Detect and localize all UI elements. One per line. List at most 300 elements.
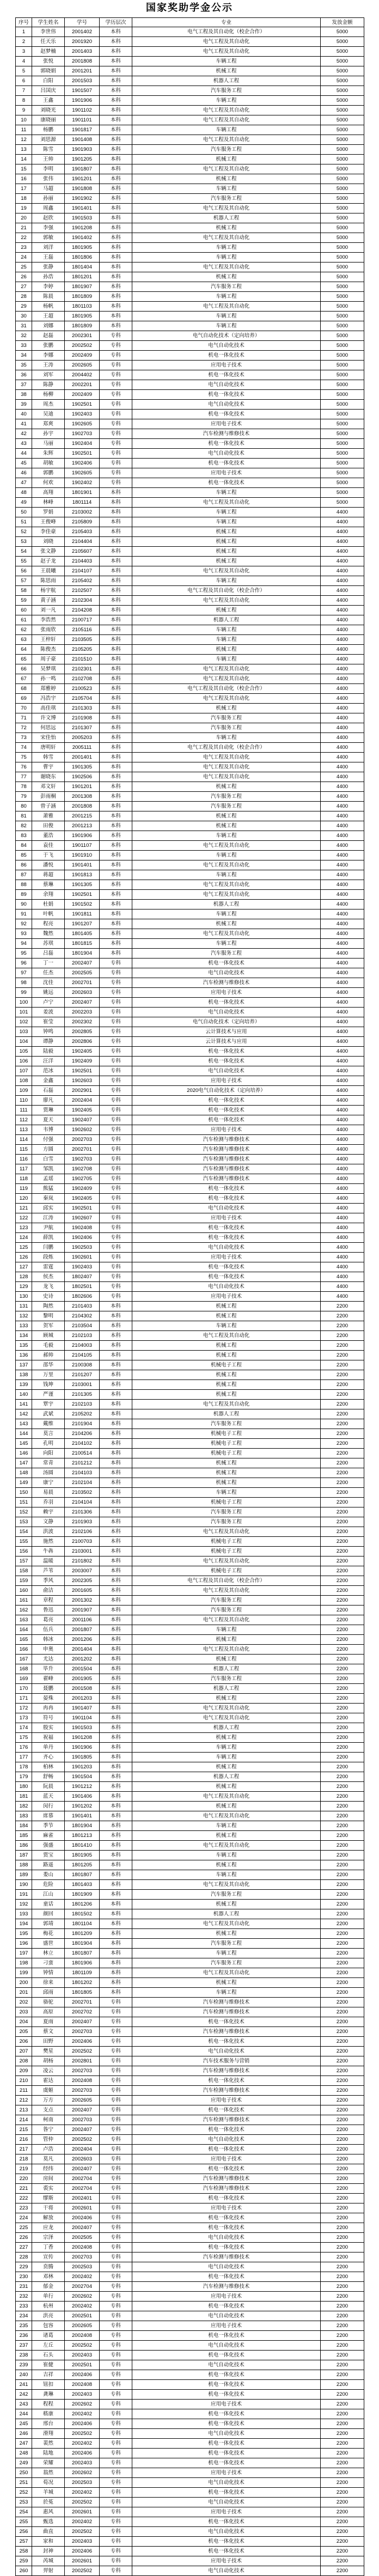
cell-education-level: 专科 <box>100 2507 132 2517</box>
cell-student-name: 石头 <box>32 2351 65 2360</box>
cell-index: 138 <box>16 1370 32 1380</box>
cell-student-name: 邱实 <box>32 1204 65 1213</box>
cell-major: 电气自动化技术 <box>132 1204 321 1213</box>
cell-major: 汽车服务工程 <box>132 1596 321 1606</box>
cell-education-level: 本科 <box>100 1400 132 1409</box>
cell-education-level: 本科 <box>100 1645 132 1655</box>
cell-student-id: 2005111 <box>65 743 100 753</box>
cell-index: 93 <box>16 929 32 939</box>
cell-student-id: 2101307 <box>65 723 100 733</box>
table-row <box>16 645 364 655</box>
cell-major: 应用电子技术 <box>132 988 321 998</box>
cell-amount: 4400 <box>321 919 364 929</box>
cell-amount: 2200 <box>321 1713 364 1723</box>
cell-amount: 4400 <box>321 870 364 880</box>
cell-education-level: 专科 <box>100 2556 132 2566</box>
cell-amount: 2200 <box>321 2547 364 2556</box>
cell-index: 260 <box>16 2566 32 2576</box>
cell-student-name: 张文静 <box>32 547 65 557</box>
cell-major: 机电一体化技术 <box>132 459 321 468</box>
cell-major: 电气自动化技术 <box>132 2311 321 2321</box>
cell-education-level: 本科 <box>100 1311 132 1321</box>
cell-index: 188 <box>16 1860 32 1870</box>
cell-student-name: 任杰 <box>32 968 65 978</box>
cell-amount: 2200 <box>321 2566 364 2576</box>
table-row <box>16 1429 364 1439</box>
cell-student-id: 1901402 <box>65 233 100 243</box>
cell-student-id: 1902404 <box>65 439 100 449</box>
cell-education-level: 本科 <box>100 900 132 909</box>
cell-major: 机械工程 <box>132 1978 321 1988</box>
cell-student-id: 2002601 <box>65 2507 100 2517</box>
cell-major: 车辆工程 <box>132 312 321 321</box>
cell-amount: 5000 <box>321 106 364 115</box>
cell-education-level: 专科 <box>100 2311 132 2321</box>
cell-education-level: 专科 <box>100 2370 132 2380</box>
cell-major: 机械工程 <box>132 537 321 547</box>
table-row <box>16 1527 364 1537</box>
cell-index: 39 <box>16 400 32 410</box>
cell-amount: 4400 <box>321 674 364 684</box>
cell-student-id: 2105809 <box>65 517 100 527</box>
cell-education-level: 本科 <box>100 1331 132 1341</box>
cell-index: 12 <box>16 135 32 145</box>
cell-student-id: 2001605 <box>65 1586 100 1596</box>
cell-education-level: 本科 <box>100 1615 132 1625</box>
cell-student-id: 2002605 <box>65 2096 100 2105</box>
cell-major: 机械工程 <box>132 1341 321 1351</box>
cell-student-id: 1901202 <box>65 1802 100 1811</box>
cell-education-level: 专科 <box>100 2243 132 2253</box>
cell-amount: 2200 <box>321 1655 364 1664</box>
cell-student-id: 2002502 <box>65 2047 100 2056</box>
cell-student-id: 1902409 <box>65 1184 100 1194</box>
cell-major: 车辆工程 <box>132 243 321 253</box>
cell-amount: 4400 <box>321 1155 364 1164</box>
table-row <box>16 1811 364 1821</box>
table-row <box>16 86 364 96</box>
cell-student-id: 1902703 <box>65 1155 100 1164</box>
cell-student-id: 2002407 <box>65 2125 100 2135</box>
cell-major: 电气工程及其自动化 <box>132 164 321 174</box>
cell-major: 机电一体化技术 <box>132 2243 321 2253</box>
cell-student-name: 郭靖 <box>32 1919 65 1929</box>
table-row <box>16 1282 364 1292</box>
cell-student-name: 朱辉 <box>32 449 65 459</box>
cell-student-id: 1901408 <box>65 135 100 145</box>
cell-student-name: 唐明轩 <box>32 743 65 753</box>
cell-index: 74 <box>16 743 32 753</box>
cell-student-id: 1801905 <box>65 243 100 253</box>
cell-education-level: 专科 <box>100 2390 132 2400</box>
cell-major: 电气自动化技术 <box>132 400 321 410</box>
cell-major: 电气工程及其自动化 <box>132 106 321 115</box>
cell-student-id: 1801404 <box>65 263 100 272</box>
cell-index: 55 <box>16 557 32 566</box>
cell-amount: 2200 <box>321 2478 364 2488</box>
cell-education-level: 本科 <box>100 949 132 959</box>
cell-education-level: 本科 <box>100 145 132 155</box>
table-row <box>16 1155 364 1164</box>
cell-amount: 4400 <box>321 1027 364 1037</box>
cell-index: 30 <box>16 312 32 321</box>
cell-student-id: 1901101 <box>65 115 100 125</box>
cell-index: 147 <box>16 1458 32 1468</box>
cell-major: 机电一体化技术 <box>132 2449 321 2458</box>
cell-major: 电气工程及其自动化（校企合作） <box>132 684 321 694</box>
cell-amount: 4400 <box>321 1115 364 1125</box>
cell-student-name: 袁佳 <box>32 841 65 851</box>
cell-education-level: 专科 <box>100 2135 132 2145</box>
cell-student-id: 2002503 <box>65 2478 100 2488</box>
cell-education-level: 专科 <box>100 2478 132 2488</box>
cell-amount: 2200 <box>321 1753 364 1762</box>
cell-major: 机械工程 <box>132 1802 321 1811</box>
cell-student-name: 邹凯 <box>32 1164 65 1174</box>
cell-index: 164 <box>16 1625 32 1635</box>
cell-student-name: 陈静 <box>32 380 65 390</box>
cell-student-name: 骆驼 <box>32 1998 65 2007</box>
cell-education-level: 本科 <box>100 1507 132 1517</box>
cell-student-name: 季风 <box>32 1576 65 1586</box>
cell-student-id: 1901104 <box>65 1713 100 1723</box>
cell-student-id: 2001202 <box>65 1655 100 1664</box>
cell-index: 6 <box>16 76 32 86</box>
cell-education-level: 专科 <box>100 2007 132 2017</box>
cell-student-name: 马超 <box>32 184 65 194</box>
cell-education-level: 本科 <box>100 890 132 900</box>
table-row <box>16 2370 364 2380</box>
cell-education-level: 专科 <box>100 2488 132 2498</box>
cell-education-level: 本科 <box>100 517 132 527</box>
cell-amount: 5000 <box>321 243 364 253</box>
cell-amount: 2200 <box>321 1919 364 1929</box>
table-row <box>16 762 364 772</box>
cell-amount: 2200 <box>321 1527 364 1537</box>
cell-index: 82 <box>16 821 32 831</box>
cell-student-id: 1801809 <box>65 321 100 331</box>
cell-student-name: 葛亮 <box>32 1615 65 1625</box>
cell-student-name: 舒畅 <box>32 1772 65 1782</box>
cell-student-id: 1801114 <box>65 498 100 508</box>
cell-major: 车辆工程 <box>132 1321 321 1331</box>
cell-amount: 4400 <box>321 517 364 527</box>
cell-student-id: 2104206 <box>65 1429 100 1439</box>
cell-education-level: 本科 <box>100 664 132 674</box>
cell-education-level: 专科 <box>100 2527 132 2537</box>
table-row <box>16 1890 364 1900</box>
table-row <box>16 841 364 851</box>
cell-index: 59 <box>16 596 32 606</box>
cell-student-id: 1901201 <box>65 174 100 184</box>
cell-student-name: 曾子涵 <box>32 802 65 811</box>
cell-student-id: 2002502 <box>65 2498 100 2507</box>
table-row <box>16 419 364 429</box>
table-row <box>16 2321 364 2331</box>
cell-education-level: 专科 <box>100 2409 132 2419</box>
cell-index: 76 <box>16 762 32 772</box>
cell-education-level: 专科 <box>100 1194 132 1204</box>
cell-amount: 2200 <box>321 1586 364 1596</box>
cell-education-level: 专科 <box>100 2164 132 2174</box>
cell-student-name: 曹宇 <box>32 762 65 772</box>
cell-student-id: 2001302 <box>65 1596 100 1606</box>
cell-student-name: 吉祥 <box>32 2370 65 2380</box>
cell-education-level: 专科 <box>100 1115 132 1125</box>
cell-student-name: 易晨 <box>32 1488 65 1498</box>
cell-amount: 2200 <box>321 2292 364 2302</box>
cell-index: 28 <box>16 292 32 302</box>
cell-student-id: 1902405 <box>65 1194 100 1204</box>
cell-student-name: 董浩 <box>32 831 65 841</box>
cell-student-id: 2002403 <box>65 2351 100 2360</box>
cell-major: 汽车检测与维修技术 <box>132 2184 321 2194</box>
cell-student-name: 杨鹏 <box>32 125 65 135</box>
cell-education-level: 本科 <box>100 312 132 321</box>
table-row <box>16 537 364 547</box>
cell-education-level: 本科 <box>100 851 132 860</box>
cell-index: 225 <box>16 2223 32 2233</box>
cell-index: 53 <box>16 537 32 547</box>
cell-major: 机械工程 <box>132 155 321 164</box>
cell-student-name: 孙宇 <box>32 429 65 439</box>
cell-student-name: 洪波 <box>32 1527 65 1537</box>
cell-amount: 2200 <box>321 2380 364 2390</box>
cell-index: 115 <box>16 1145 32 1155</box>
cell-major: 机械工程 <box>132 1860 321 1870</box>
cell-student-name: 魏然 <box>32 929 65 939</box>
table-row <box>16 223 364 233</box>
cell-student-name: 范冰 <box>32 1066 65 1076</box>
table-row <box>16 2253 364 2262</box>
cell-major: 机电一体化技术 <box>132 1272 321 1282</box>
cell-major: 机电一体化技术 <box>132 1106 321 1115</box>
cell-amount: 5000 <box>321 410 364 419</box>
cell-student-id: 1902708 <box>65 1164 100 1174</box>
cell-student-name: 赵子龙 <box>32 557 65 566</box>
cell-amount: 4400 <box>321 792 364 802</box>
table-row <box>16 1949 364 1958</box>
cell-major: 汽车检测与维修技术 <box>132 2066 321 2076</box>
cell-index: 133 <box>16 1321 32 1331</box>
cell-index: 205 <box>16 2027 32 2037</box>
cell-major: 车辆工程 <box>132 508 321 517</box>
cell-student-id: 1801410 <box>65 1841 100 1851</box>
cell-education-level: 专科 <box>100 380 132 390</box>
cell-student-id: 2002406 <box>65 2449 100 2458</box>
table-row <box>16 1507 364 1517</box>
cell-education-level: 本科 <box>100 1537 132 1547</box>
cell-amount: 5000 <box>321 47 364 57</box>
cell-student-id: 2002408 <box>65 2243 100 2253</box>
table-row <box>16 1655 364 1664</box>
cell-major: 电气工程及其自动化 <box>132 1556 321 1566</box>
cell-student-name: 刘洋 <box>32 243 65 253</box>
cell-index: 37 <box>16 380 32 390</box>
cell-index: 80 <box>16 802 32 811</box>
cell-student-id: 2002901 <box>65 1086 100 1096</box>
cell-student-id: 2002602 <box>65 2400 100 2409</box>
table-row <box>16 2184 364 2194</box>
cell-student-name: 周杰 <box>32 400 65 410</box>
cell-student-id: 2101802 <box>65 1556 100 1566</box>
table-row <box>16 1566 364 1576</box>
cell-amount: 2200 <box>321 2027 364 2037</box>
cell-student-id: 1901305 <box>65 762 100 772</box>
cell-amount: 5000 <box>321 302 364 312</box>
cell-index: 121 <box>16 1204 32 1213</box>
cell-amount: 2200 <box>321 2076 364 2086</box>
cell-student-name: 孙丽 <box>32 194 65 204</box>
cell-amount: 5000 <box>321 204 364 213</box>
cell-student-id: 2001503 <box>65 76 100 86</box>
cell-education-level: 专科 <box>100 351 132 361</box>
cell-major: 汽车检测与维修技术 <box>132 1998 321 2007</box>
cell-student-name: 钟情 <box>32 1968 65 1978</box>
cell-major: 机电一体化技术 <box>132 478 321 488</box>
table-row <box>16 1302 364 1311</box>
cell-index: 248 <box>16 2449 32 2458</box>
cell-student-name: 付强 <box>32 1135 65 1145</box>
cell-student-id: 2100523 <box>65 684 100 694</box>
cell-amount: 4400 <box>321 1272 364 1282</box>
cell-student-id: 2001201 <box>65 66 100 76</box>
cell-amount: 4400 <box>321 860 364 870</box>
table-body <box>16 27 364 2576</box>
cell-student-id: 2104103 <box>65 1468 100 1478</box>
cell-index: 63 <box>16 635 32 645</box>
table-row <box>16 547 364 557</box>
table-row <box>16 1635 364 1645</box>
table-row <box>16 1341 364 1351</box>
cell-education-level: 本科 <box>100 880 132 890</box>
table-row <box>16 2498 364 2507</box>
table-row <box>16 1449 364 1458</box>
cell-education-level: 专科 <box>100 331 132 341</box>
cell-index: 44 <box>16 449 32 459</box>
cell-amount: 2200 <box>321 1498 364 1507</box>
cell-student-name: 彭雨桐 <box>32 792 65 802</box>
cell-education-level: 本科 <box>100 1370 132 1380</box>
cell-major: 车辆工程 <box>132 57 321 66</box>
cell-amount: 2200 <box>321 2390 364 2400</box>
cell-student-id: 2103504 <box>65 1321 100 1331</box>
table-row <box>16 27 364 37</box>
cell-amount: 2200 <box>321 2488 364 2498</box>
cell-amount: 2200 <box>321 2154 364 2164</box>
cell-education-level: 本科 <box>100 655 132 664</box>
cell-education-level: 专科 <box>100 2017 132 2027</box>
cell-amount: 4400 <box>321 753 364 762</box>
cell-student-id: 2002502 <box>65 341 100 351</box>
cell-student-id: 2001808 <box>65 57 100 66</box>
cell-student-name: 嵇康 <box>32 2409 65 2419</box>
cell-student-id: 1902506 <box>65 772 100 782</box>
cell-student-id: 2002406 <box>65 2213 100 2223</box>
cell-major: 机电一体化技术 <box>132 2272 321 2282</box>
cell-education-level: 专科 <box>100 2145 132 2154</box>
table-row <box>16 1331 364 1341</box>
cell-student-name: 芦苇 <box>32 1566 65 1576</box>
cell-amount: 4400 <box>321 929 364 939</box>
table-row <box>16 1057 364 1066</box>
cell-student-name: 羊城 <box>32 2488 65 2498</box>
cell-amount: 2200 <box>321 2213 364 2223</box>
cell-amount: 2200 <box>321 1566 364 1576</box>
table-row <box>16 2360 364 2370</box>
table-row <box>16 439 364 449</box>
cell-major: 机电一体化技术 <box>132 1057 321 1066</box>
cell-education-level: 专科 <box>100 2566 132 2576</box>
cell-student-id: 1901201 <box>65 782 100 792</box>
cell-major: 车辆工程 <box>132 292 321 302</box>
cell-index: 47 <box>16 478 32 488</box>
cell-amount: 4400 <box>321 978 364 988</box>
cell-index: 114 <box>16 1135 32 1145</box>
cell-amount: 4400 <box>321 1243 364 1253</box>
cell-student-id: 2105607 <box>65 547 100 557</box>
cell-index: 125 <box>16 1243 32 1253</box>
header-index: 序号 <box>16 18 32 27</box>
cell-index: 81 <box>16 811 32 821</box>
cell-amount: 2200 <box>321 1811 364 1821</box>
cell-student-id: 2002502 <box>65 2429 100 2439</box>
cell-education-level: 本科 <box>100 1919 132 1929</box>
table-row <box>16 625 364 635</box>
cell-student-name: 谭静 <box>32 1037 65 1047</box>
cell-major: 汽车检测与维修技术 <box>132 2115 321 2125</box>
cell-amount: 4400 <box>321 713 364 723</box>
cell-student-name: 晏殊 <box>32 1694 65 1704</box>
cell-education-level: 本科 <box>100 821 132 831</box>
table-row <box>16 2507 364 2517</box>
cell-education-level: 专科 <box>100 1272 132 1282</box>
cell-student-name: 虞姬 <box>32 2086 65 2096</box>
cell-student-id: 2105704 <box>65 694 100 704</box>
cell-major: 电气工程及其自动化 <box>132 1615 321 1625</box>
cell-student-name: 阮晨 <box>32 1782 65 1792</box>
cell-amount: 2200 <box>321 1351 364 1360</box>
cell-major: 机电一体化技术 <box>132 2194 321 2203</box>
cell-amount: 4400 <box>321 851 364 860</box>
cell-major: 机电一体化技术 <box>132 2458 321 2468</box>
table-row <box>16 1066 364 1076</box>
cell-student-id: 2001905 <box>65 1674 100 1684</box>
cell-student-id: 2001206 <box>65 1635 100 1645</box>
cell-amount: 4400 <box>321 684 364 694</box>
cell-student-name: 潘悦 <box>32 860 65 870</box>
cell-amount: 5000 <box>321 498 364 508</box>
cell-index: 120 <box>16 1194 32 1204</box>
cell-student-name: 尤达 <box>32 1655 65 1664</box>
cell-student-id: 2002408 <box>65 2380 100 2390</box>
cell-major: 电气工程及其自动化 <box>132 880 321 890</box>
cell-index: 154 <box>16 1527 32 1537</box>
cell-amount: 5000 <box>321 321 364 331</box>
cell-amount: 4400 <box>321 762 364 772</box>
cell-major: 机电一体化技术 <box>132 1194 321 1204</box>
cell-student-id: 1901401 <box>65 204 100 213</box>
cell-index: 210 <box>16 2076 32 2086</box>
cell-amount: 2200 <box>321 2282 364 2292</box>
cell-index: 7 <box>16 86 32 96</box>
cell-student-name: 周子豪 <box>32 655 65 664</box>
cell-student-id: 2002704 <box>65 2184 100 2194</box>
table-row <box>16 2282 364 2292</box>
cell-student-name: 冉冉 <box>32 1704 65 1713</box>
cell-major: 车辆工程 <box>132 125 321 135</box>
cell-index: 86 <box>16 860 32 870</box>
